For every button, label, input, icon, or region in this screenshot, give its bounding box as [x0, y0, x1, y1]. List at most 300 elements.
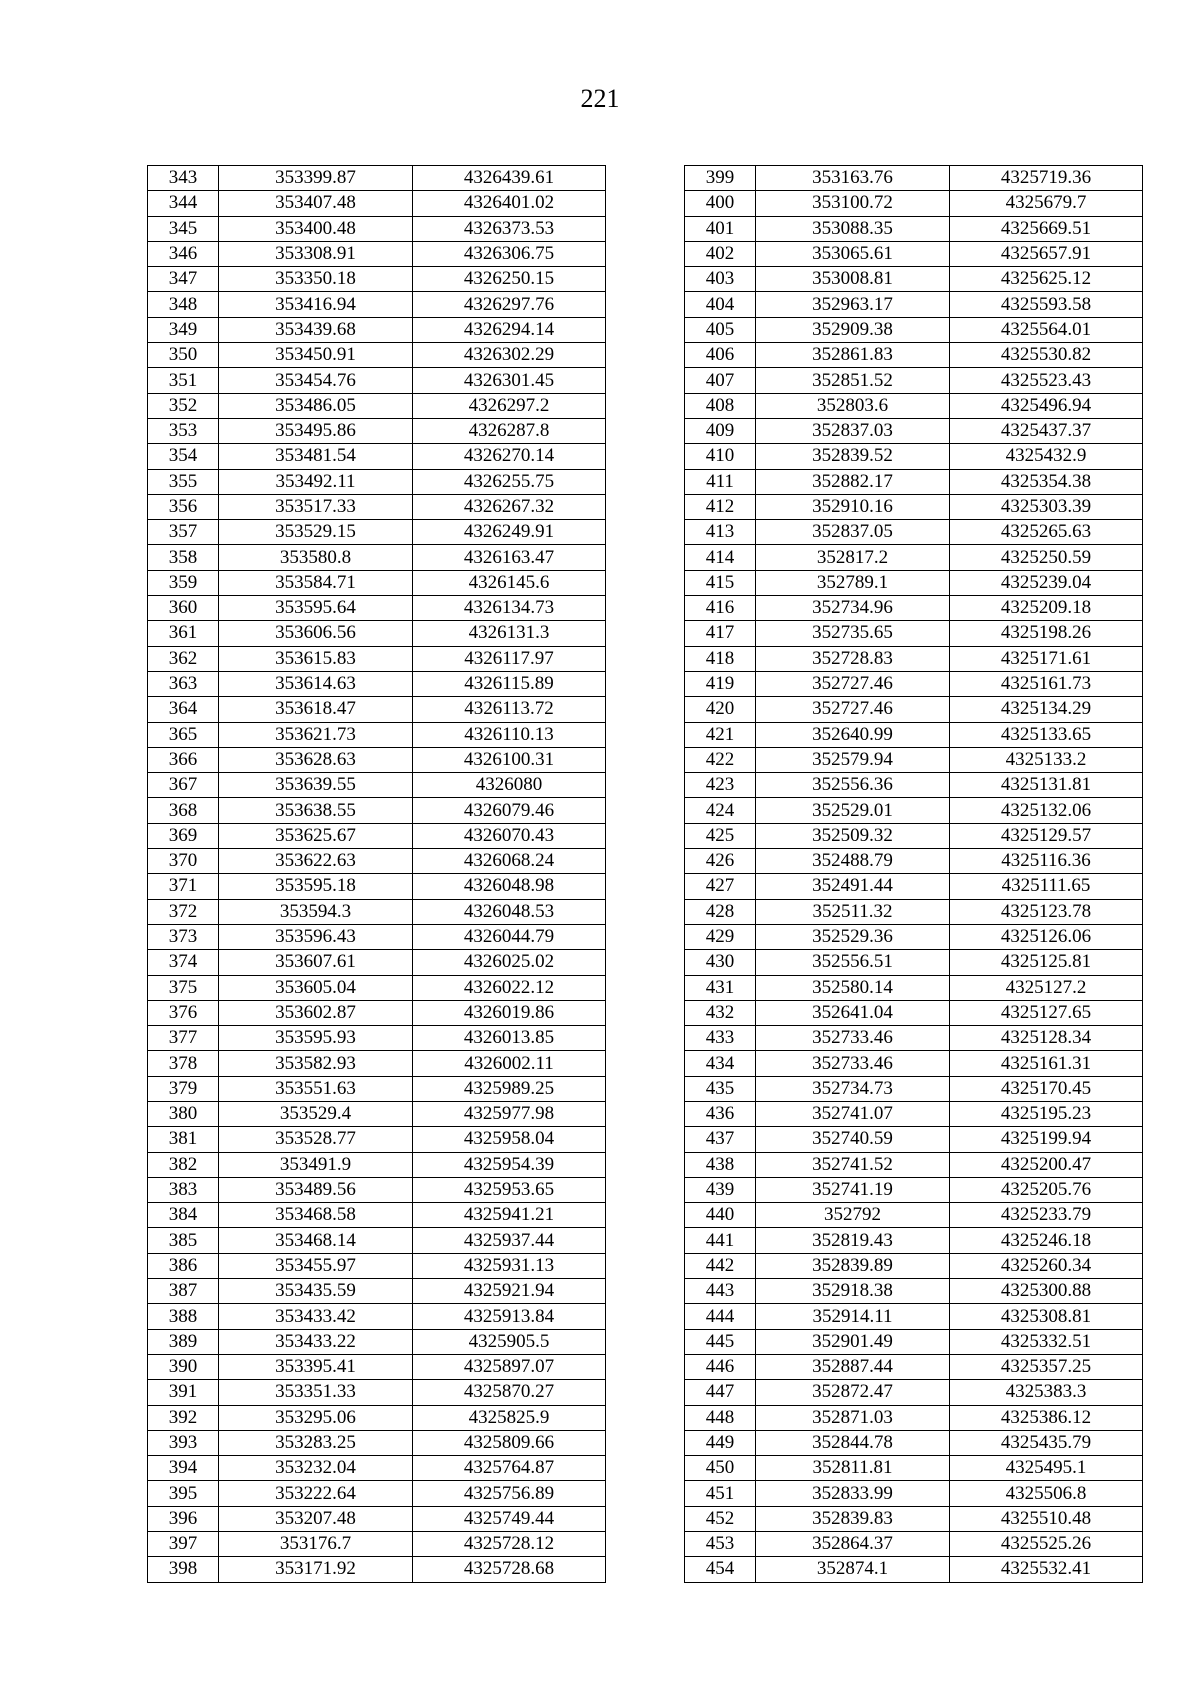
- table-row: [685, 267, 1143, 292]
- point-number-cell: 388: [148, 1304, 219, 1329]
- x-coordinate-cell: 352871.03: [756, 1405, 950, 1430]
- point-number-cell: 406: [685, 343, 756, 368]
- table-row: [148, 1456, 606, 1481]
- point-number-cell: 441: [685, 1228, 756, 1253]
- table-row: [685, 1481, 1143, 1506]
- y-coordinate-cell: 4325195.23: [950, 1101, 1143, 1126]
- point-number-cell: 347: [148, 267, 219, 292]
- y-coordinate-cell: 4326131.3: [413, 621, 606, 646]
- y-coordinate-cell: 4326019.86: [413, 1000, 606, 1025]
- x-coordinate-cell: 352839.83: [756, 1506, 950, 1531]
- point-number-cell: 446: [685, 1354, 756, 1379]
- table-row: [685, 646, 1143, 671]
- x-coordinate-cell: 352556.51: [756, 950, 950, 975]
- point-number-cell: 377: [148, 1026, 219, 1051]
- y-coordinate-cell: 4326301.45: [413, 368, 606, 393]
- table-row: [148, 241, 606, 266]
- point-number-cell: 346: [148, 241, 219, 266]
- y-coordinate-cell: 4325246.18: [950, 1228, 1143, 1253]
- y-coordinate-cell: 4325300.88: [950, 1279, 1143, 1304]
- point-number-cell: 381: [148, 1127, 219, 1152]
- y-coordinate-cell: 4325127.2: [950, 975, 1143, 1000]
- table-row: [685, 798, 1143, 823]
- x-coordinate-cell: 353308.91: [219, 241, 413, 266]
- y-coordinate-cell: 4325510.48: [950, 1506, 1143, 1531]
- table-row: [148, 1380, 606, 1405]
- x-coordinate-cell: 352811.81: [756, 1456, 950, 1481]
- x-coordinate-cell: 353407.48: [219, 191, 413, 216]
- y-coordinate-cell: 4325354.38: [950, 469, 1143, 494]
- point-number-cell: 350: [148, 343, 219, 368]
- point-number-cell: 365: [148, 722, 219, 747]
- x-coordinate-cell: 353416.94: [219, 292, 413, 317]
- table-row: [685, 520, 1143, 545]
- y-coordinate-cell: 4326163.47: [413, 545, 606, 570]
- x-coordinate-cell: 353176.7: [219, 1532, 413, 1557]
- x-coordinate-cell: 353528.77: [219, 1127, 413, 1152]
- x-coordinate-cell: 353222.64: [219, 1481, 413, 1506]
- y-coordinate-cell: 4325125.81: [950, 950, 1143, 975]
- y-coordinate-cell: 4325129.57: [950, 823, 1143, 848]
- y-coordinate-cell: 4326080: [413, 773, 606, 798]
- x-coordinate-cell: 353481.54: [219, 444, 413, 469]
- y-coordinate-cell: 4325719.36: [950, 166, 1143, 191]
- point-number-cell: 437: [685, 1127, 756, 1152]
- x-coordinate-cell: 353232.04: [219, 1456, 413, 1481]
- point-number-cell: 343: [148, 166, 219, 191]
- table-row: [148, 1253, 606, 1278]
- x-coordinate-cell: 353594.3: [219, 899, 413, 924]
- x-coordinate-cell: 353283.25: [219, 1430, 413, 1455]
- y-coordinate-cell: 4325679.7: [950, 191, 1143, 216]
- point-number-cell: 454: [685, 1557, 756, 1582]
- point-number-cell: 419: [685, 671, 756, 696]
- x-coordinate-cell: 353596.43: [219, 924, 413, 949]
- x-coordinate-cell: 352640.99: [756, 722, 950, 747]
- y-coordinate-cell: 4325809.66: [413, 1430, 606, 1455]
- y-coordinate-cell: 4325989.25: [413, 1076, 606, 1101]
- point-number-cell: 362: [148, 646, 219, 671]
- y-coordinate-cell: 4325532.41: [950, 1557, 1143, 1582]
- table-row: [148, 1127, 606, 1152]
- x-coordinate-cell: 353580.8: [219, 545, 413, 570]
- point-number-cell: 359: [148, 570, 219, 595]
- table-row: [148, 798, 606, 823]
- table-row: [685, 494, 1143, 519]
- x-coordinate-cell: 352864.37: [756, 1532, 950, 1557]
- y-coordinate-cell: 4325161.73: [950, 671, 1143, 696]
- table-row: [148, 1557, 606, 1582]
- y-coordinate-cell: 4325669.51: [950, 216, 1143, 241]
- point-number-cell: 383: [148, 1177, 219, 1202]
- y-coordinate-cell: 4325913.84: [413, 1304, 606, 1329]
- table-row: [685, 596, 1143, 621]
- x-coordinate-cell: 352511.32: [756, 899, 950, 924]
- table-row: [685, 1380, 1143, 1405]
- x-coordinate-cell: 353639.55: [219, 773, 413, 798]
- point-number-cell: 364: [148, 697, 219, 722]
- point-number-cell: 351: [148, 368, 219, 393]
- table-row: [148, 343, 606, 368]
- y-coordinate-cell: 4325977.98: [413, 1101, 606, 1126]
- table-row: [685, 1430, 1143, 1455]
- point-number-cell: 357: [148, 520, 219, 545]
- y-coordinate-cell: 4325131.81: [950, 773, 1143, 798]
- x-coordinate-cell: 352839.89: [756, 1253, 950, 1278]
- y-coordinate-cell: 4325958.04: [413, 1127, 606, 1152]
- point-number-cell: 363: [148, 671, 219, 696]
- y-coordinate-cell: 4325265.63: [950, 520, 1143, 545]
- table-row: [148, 1430, 606, 1455]
- point-number-cell: 358: [148, 545, 219, 570]
- x-coordinate-cell: 352740.59: [756, 1127, 950, 1152]
- x-coordinate-cell: 352741.07: [756, 1101, 950, 1126]
- y-coordinate-cell: 4325496.94: [950, 393, 1143, 418]
- y-coordinate-cell: 4325200.47: [950, 1152, 1143, 1177]
- table-row: [148, 216, 606, 241]
- point-number-cell: 384: [148, 1203, 219, 1228]
- point-number-cell: 422: [685, 747, 756, 772]
- x-coordinate-cell: 353605.04: [219, 975, 413, 1000]
- y-coordinate-cell: 4325133.2: [950, 747, 1143, 772]
- x-coordinate-cell: 352734.96: [756, 596, 950, 621]
- x-coordinate-cell: 353489.56: [219, 1177, 413, 1202]
- point-number-cell: 361: [148, 621, 219, 646]
- point-number-cell: 429: [685, 924, 756, 949]
- x-coordinate-cell: 353400.48: [219, 216, 413, 241]
- table-row: [685, 317, 1143, 342]
- point-number-cell: 433: [685, 1026, 756, 1051]
- y-coordinate-cell: 4325749.44: [413, 1506, 606, 1531]
- point-number-cell: 387: [148, 1279, 219, 1304]
- y-coordinate-cell: 4325260.34: [950, 1253, 1143, 1278]
- y-coordinate-cell: 4325161.31: [950, 1051, 1143, 1076]
- point-number-cell: 356: [148, 494, 219, 519]
- point-number-cell: 382: [148, 1152, 219, 1177]
- y-coordinate-cell: 4325495.1: [950, 1456, 1143, 1481]
- point-number-cell: 391: [148, 1380, 219, 1405]
- table-row: [148, 950, 606, 975]
- y-coordinate-cell: 4326115.89: [413, 671, 606, 696]
- point-number-cell: 415: [685, 570, 756, 595]
- table-row: [685, 1152, 1143, 1177]
- table-row: [148, 292, 606, 317]
- point-number-cell: 420: [685, 697, 756, 722]
- x-coordinate-cell: 352839.52: [756, 444, 950, 469]
- point-number-cell: 431: [685, 975, 756, 1000]
- y-coordinate-cell: 4326079.46: [413, 798, 606, 823]
- point-number-cell: 402: [685, 241, 756, 266]
- point-number-cell: 408: [685, 393, 756, 418]
- x-coordinate-cell: 353584.71: [219, 570, 413, 595]
- y-coordinate-cell: 4325728.12: [413, 1532, 606, 1557]
- point-number-cell: 380: [148, 1101, 219, 1126]
- x-coordinate-cell: 353350.18: [219, 267, 413, 292]
- y-coordinate-cell: 4325625.12: [950, 267, 1143, 292]
- table-row: [685, 671, 1143, 696]
- table-row: [148, 899, 606, 924]
- y-coordinate-cell: 4326145.6: [413, 570, 606, 595]
- point-number-cell: 385: [148, 1228, 219, 1253]
- x-coordinate-cell: 352733.46: [756, 1051, 950, 1076]
- y-coordinate-cell: 4325897.07: [413, 1354, 606, 1379]
- point-number-cell: 344: [148, 191, 219, 216]
- point-number-cell: 443: [685, 1279, 756, 1304]
- y-coordinate-cell: 4326249.91: [413, 520, 606, 545]
- x-coordinate-cell: 352837.03: [756, 418, 950, 443]
- y-coordinate-cell: 4326255.75: [413, 469, 606, 494]
- x-coordinate-cell: 353433.22: [219, 1329, 413, 1354]
- x-coordinate-cell: 352556.36: [756, 773, 950, 798]
- point-number-cell: 407: [685, 368, 756, 393]
- point-number-cell: 366: [148, 747, 219, 772]
- table-row: [685, 823, 1143, 848]
- point-number-cell: 403: [685, 267, 756, 292]
- x-coordinate-cell: 353492.11: [219, 469, 413, 494]
- table-row: [685, 1026, 1143, 1051]
- y-coordinate-cell: 4325506.8: [950, 1481, 1143, 1506]
- y-coordinate-cell: 4325239.04: [950, 570, 1143, 595]
- table-row: [685, 393, 1143, 418]
- point-number-cell: 371: [148, 874, 219, 899]
- y-coordinate-cell: 4325593.58: [950, 292, 1143, 317]
- point-number-cell: 370: [148, 849, 219, 874]
- y-coordinate-cell: 4326439.61: [413, 166, 606, 191]
- y-coordinate-cell: 4326401.02: [413, 191, 606, 216]
- table-row: [148, 621, 606, 646]
- x-coordinate-cell: 352727.46: [756, 671, 950, 696]
- point-number-cell: 400: [685, 191, 756, 216]
- point-number-cell: 355: [148, 469, 219, 494]
- x-coordinate-cell: 352887.44: [756, 1354, 950, 1379]
- table-row: [148, 494, 606, 519]
- y-coordinate-cell: 4325133.65: [950, 722, 1143, 747]
- y-coordinate-cell: 4326306.75: [413, 241, 606, 266]
- point-number-cell: 451: [685, 1481, 756, 1506]
- point-number-cell: 412: [685, 494, 756, 519]
- x-coordinate-cell: 353625.67: [219, 823, 413, 848]
- y-coordinate-cell: 4326297.76: [413, 292, 606, 317]
- point-number-cell: 450: [685, 1456, 756, 1481]
- table-row: [685, 1279, 1143, 1304]
- y-coordinate-cell: 4325170.45: [950, 1076, 1143, 1101]
- table-row: [685, 191, 1143, 216]
- point-number-cell: 436: [685, 1101, 756, 1126]
- x-coordinate-cell: 352909.38: [756, 317, 950, 342]
- table-row: [685, 1532, 1143, 1557]
- point-number-cell: 373: [148, 924, 219, 949]
- x-coordinate-cell: 352819.43: [756, 1228, 950, 1253]
- table-row: [148, 444, 606, 469]
- y-coordinate-cell: 4325525.26: [950, 1532, 1143, 1557]
- table-row: [148, 545, 606, 570]
- point-number-cell: 449: [685, 1430, 756, 1455]
- x-coordinate-cell: 352817.2: [756, 545, 950, 570]
- table-row: [685, 216, 1143, 241]
- point-number-cell: 352: [148, 393, 219, 418]
- table-row: [148, 823, 606, 848]
- point-number-cell: 421: [685, 722, 756, 747]
- x-coordinate-cell: 352882.17: [756, 469, 950, 494]
- y-coordinate-cell: 4325937.44: [413, 1228, 606, 1253]
- y-coordinate-cell: 4325530.82: [950, 343, 1143, 368]
- point-number-cell: 428: [685, 899, 756, 924]
- table-row: [148, 1481, 606, 1506]
- point-number-cell: 395: [148, 1481, 219, 1506]
- table-row: [685, 1051, 1143, 1076]
- x-coordinate-cell: 353100.72: [756, 191, 950, 216]
- x-coordinate-cell: 352837.05: [756, 520, 950, 545]
- x-coordinate-cell: 353638.55: [219, 798, 413, 823]
- y-coordinate-cell: 4325303.39: [950, 494, 1143, 519]
- table-row: [148, 1000, 606, 1025]
- y-coordinate-cell: 4325728.68: [413, 1557, 606, 1582]
- point-number-cell: 372: [148, 899, 219, 924]
- y-coordinate-cell: 4325435.79: [950, 1430, 1143, 1455]
- x-coordinate-cell: 352741.19: [756, 1177, 950, 1202]
- x-coordinate-cell: 352579.94: [756, 747, 950, 772]
- y-coordinate-cell: 4325171.61: [950, 646, 1143, 671]
- x-coordinate-cell: 353529.4: [219, 1101, 413, 1126]
- x-coordinate-cell: 352872.47: [756, 1380, 950, 1405]
- point-number-cell: 430: [685, 950, 756, 975]
- table-row: [148, 1329, 606, 1354]
- table-row: [685, 1228, 1143, 1253]
- y-coordinate-cell: 4325523.43: [950, 368, 1143, 393]
- point-number-cell: 375: [148, 975, 219, 1000]
- table-row: [148, 1051, 606, 1076]
- y-coordinate-cell: 4325126.06: [950, 924, 1143, 949]
- x-coordinate-cell: 353008.81: [756, 267, 950, 292]
- point-number-cell: 409: [685, 418, 756, 443]
- point-number-cell: 410: [685, 444, 756, 469]
- table-row: [685, 1076, 1143, 1101]
- table-row: [148, 1532, 606, 1557]
- coordinate-table-left: [147, 165, 606, 1583]
- x-coordinate-cell: 352728.83: [756, 646, 950, 671]
- point-number-cell: 414: [685, 545, 756, 570]
- table-row: [685, 1506, 1143, 1531]
- y-coordinate-cell: 4325931.13: [413, 1253, 606, 1278]
- table-row: [148, 874, 606, 899]
- y-coordinate-cell: 4326044.79: [413, 924, 606, 949]
- point-number-cell: 411: [685, 469, 756, 494]
- y-coordinate-cell: 4326294.14: [413, 317, 606, 342]
- table-row: [685, 1000, 1143, 1025]
- y-coordinate-cell: 4326373.53: [413, 216, 606, 241]
- y-coordinate-cell: 4325941.21: [413, 1203, 606, 1228]
- table-row: [148, 722, 606, 747]
- point-number-cell: 418: [685, 646, 756, 671]
- point-number-cell: 353: [148, 418, 219, 443]
- y-coordinate-cell: 4325437.37: [950, 418, 1143, 443]
- table-row: [685, 975, 1143, 1000]
- x-coordinate-cell: 353450.91: [219, 343, 413, 368]
- x-coordinate-cell: 353399.87: [219, 166, 413, 191]
- point-number-cell: 438: [685, 1152, 756, 1177]
- table-row: [685, 1101, 1143, 1126]
- x-coordinate-cell: 353595.18: [219, 874, 413, 899]
- point-number-cell: 447: [685, 1380, 756, 1405]
- point-number-cell: 405: [685, 317, 756, 342]
- x-coordinate-cell: 352963.17: [756, 292, 950, 317]
- x-coordinate-cell: 353495.86: [219, 418, 413, 443]
- table-row: [148, 570, 606, 595]
- x-coordinate-cell: 352789.1: [756, 570, 950, 595]
- table-row: [685, 747, 1143, 772]
- point-number-cell: 426: [685, 849, 756, 874]
- x-coordinate-cell: 353433.42: [219, 1304, 413, 1329]
- x-coordinate-cell: 352529.01: [756, 798, 950, 823]
- y-coordinate-cell: 4326100.31: [413, 747, 606, 772]
- table-row: [148, 1405, 606, 1430]
- x-coordinate-cell: 352851.52: [756, 368, 950, 393]
- coordinate-table-right-body: [685, 166, 1143, 1583]
- point-number-cell: 423: [685, 773, 756, 798]
- table-row: [148, 1026, 606, 1051]
- y-coordinate-cell: 4326250.15: [413, 267, 606, 292]
- table-row: [685, 874, 1143, 899]
- table-row: [148, 1228, 606, 1253]
- table-row: [685, 1203, 1143, 1228]
- y-coordinate-cell: 4326110.13: [413, 722, 606, 747]
- table-row: [148, 924, 606, 949]
- x-coordinate-cell: 353595.93: [219, 1026, 413, 1051]
- x-coordinate-cell: 353529.15: [219, 520, 413, 545]
- point-number-cell: 417: [685, 621, 756, 646]
- x-coordinate-cell: 353607.61: [219, 950, 413, 975]
- table-row: [685, 1304, 1143, 1329]
- x-coordinate-cell: 352735.65: [756, 621, 950, 646]
- x-coordinate-cell: 352733.46: [756, 1026, 950, 1051]
- table-row: [148, 1101, 606, 1126]
- y-coordinate-cell: 4326025.02: [413, 950, 606, 975]
- point-number-cell: 345: [148, 216, 219, 241]
- table-row: [148, 1076, 606, 1101]
- point-number-cell: 386: [148, 1253, 219, 1278]
- x-coordinate-cell: 353614.63: [219, 671, 413, 696]
- y-coordinate-cell: 4326302.29: [413, 343, 606, 368]
- y-coordinate-cell: 4325905.5: [413, 1329, 606, 1354]
- x-coordinate-cell: 353065.61: [756, 241, 950, 266]
- point-number-cell: 425: [685, 823, 756, 848]
- point-number-cell: 427: [685, 874, 756, 899]
- x-coordinate-cell: 353615.83: [219, 646, 413, 671]
- x-coordinate-cell: 352918.38: [756, 1279, 950, 1304]
- point-number-cell: 432: [685, 1000, 756, 1025]
- y-coordinate-cell: 4325953.65: [413, 1177, 606, 1202]
- point-number-cell: 404: [685, 292, 756, 317]
- y-coordinate-cell: 4325132.06: [950, 798, 1143, 823]
- y-coordinate-cell: 4325386.12: [950, 1405, 1143, 1430]
- table-row: [685, 241, 1143, 266]
- x-coordinate-cell: 353351.33: [219, 1380, 413, 1405]
- x-coordinate-cell: 353621.73: [219, 722, 413, 747]
- x-coordinate-cell: 352734.73: [756, 1076, 950, 1101]
- x-coordinate-cell: 352641.04: [756, 1000, 950, 1025]
- point-number-cell: 367: [148, 773, 219, 798]
- y-coordinate-cell: 4325825.9: [413, 1405, 606, 1430]
- table-row: [685, 343, 1143, 368]
- table-row: [148, 773, 606, 798]
- y-coordinate-cell: 4325764.87: [413, 1456, 606, 1481]
- x-coordinate-cell: 353602.87: [219, 1000, 413, 1025]
- y-coordinate-cell: 4325134.29: [950, 697, 1143, 722]
- point-number-cell: 397: [148, 1532, 219, 1557]
- point-number-cell: 349: [148, 317, 219, 342]
- table-row: [148, 646, 606, 671]
- point-number-cell: 439: [685, 1177, 756, 1202]
